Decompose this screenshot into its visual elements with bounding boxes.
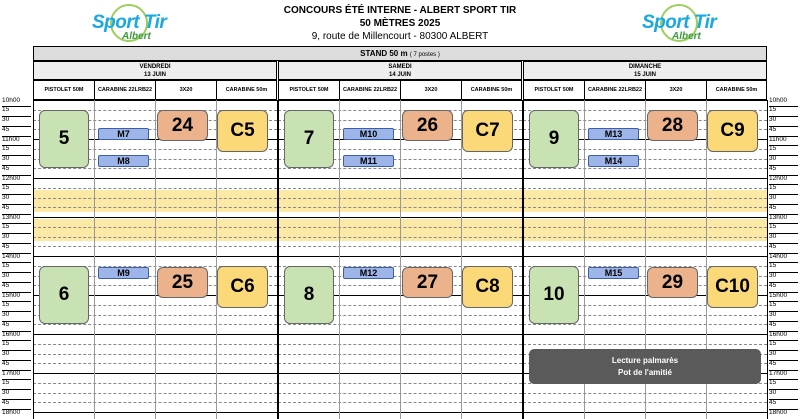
time-label: 11h00	[2, 135, 20, 143]
time-label: 15	[769, 379, 777, 387]
carabine50-card-sat-c8[interactable]: C8	[462, 266, 513, 308]
header-address: 9, route de Millencourt - 80300 ALBERT	[311, 31, 489, 42]
closing-event-card[interactable]	[529, 349, 761, 384]
stand-note: ( 7 postes )	[409, 52, 440, 58]
logo-sub: Albert	[122, 31, 151, 42]
pistolet-card-sat-2[interactable]: 8	[284, 266, 334, 324]
carabine50-card-sat-c7[interactable]: C7	[462, 110, 513, 152]
time-label: 30	[2, 272, 10, 279]
column-header-carabine22	[584, 80, 646, 100]
time-label: 15	[769, 262, 777, 270]
time-label: 14h00	[769, 252, 788, 260]
time-label: 15	[2, 145, 10, 153]
carabine50-card-fri-c5[interactable]: C5	[217, 110, 268, 152]
carabine22-card-fri-m8[interactable]: M8	[98, 155, 149, 167]
time-label: 15	[2, 262, 10, 270]
time-label: 11h00	[769, 135, 787, 143]
page-header	[0, 4, 800, 43]
time-label: 10h00	[2, 96, 21, 104]
time-label: 45	[2, 359, 10, 367]
column-header-carabine50: CARABINE 50m	[461, 80, 522, 100]
time-label: 15h00	[769, 291, 788, 299]
day-date: 15 JUIN	[633, 72, 656, 78]
time-label: 30	[2, 155, 10, 162]
time-label: 45	[2, 281, 10, 289]
column-divider	[94, 100, 95, 419]
time-label: 15	[2, 340, 10, 348]
column-header-line: CARABINE 22LR	[587, 86, 632, 93]
pistolet-card-sun-2[interactable]: 10	[529, 266, 579, 324]
column-header-carabine22	[94, 80, 156, 100]
column-header-3x20: 3X20	[645, 80, 707, 100]
carabine22-card-sun-m13[interactable]: M13	[588, 128, 639, 140]
time-label: 45	[769, 164, 777, 172]
time-label: 45	[2, 164, 10, 172]
time-label: 45	[2, 242, 10, 250]
3x20-card-sat-27[interactable]: 27	[402, 267, 453, 298]
time-label: 15	[769, 106, 777, 114]
carabine50-card-fri-c6[interactable]: C6	[217, 266, 268, 308]
time-label: 16h00	[2, 330, 21, 338]
closing-line-1: Lecture palmarès	[611, 355, 679, 365]
time-label: 30	[2, 194, 10, 201]
carabine50-card-sun-c9[interactable]: C9	[707, 110, 758, 152]
time-label: 15	[769, 145, 777, 153]
pistolet-card-fri-2[interactable]: 6	[39, 266, 89, 324]
time-label: 30	[2, 350, 10, 357]
column-header-carabine22	[339, 80, 401, 100]
time-label: 10h00	[769, 96, 788, 104]
day-date: 14 JUIN	[388, 72, 411, 78]
header-title: CONCOURS ÉTÉ INTERNE - ALBERT SPORT TIR	[283, 5, 517, 16]
carabine22-card-sat-m10[interactable]: M10	[343, 128, 394, 140]
time-label: 30	[769, 272, 777, 279]
column-divider	[155, 100, 156, 419]
time-label: 16h00	[769, 330, 788, 338]
time-label: 15	[2, 184, 10, 192]
time-label: 15h00	[2, 291, 21, 299]
time-label: 14h00	[2, 252, 21, 260]
column-header-pistolet: PISTOLET 50M	[523, 80, 585, 100]
day-name: VENDREDI	[139, 64, 171, 70]
carabine22-card-fri-m7[interactable]: M7	[98, 128, 149, 140]
time-label: 17h00	[769, 369, 788, 377]
time-label: 30	[2, 311, 10, 318]
carabine22-card-sun-m14[interactable]: M14	[588, 155, 639, 167]
column-header-line: CARABINE 22LR	[342, 86, 387, 93]
time-label: 30	[2, 389, 10, 396]
day-date: 13 JUIN	[143, 72, 166, 78]
column-divider	[767, 100, 768, 419]
carabine22-card-sat-m12[interactable]: M12	[343, 267, 394, 279]
time-label: 15	[769, 223, 777, 231]
time-label: 30	[2, 116, 10, 123]
carabine22-card-sun-m15[interactable]: M15	[588, 267, 639, 279]
column-header-line: B22	[141, 86, 153, 93]
time-label: 30	[769, 116, 777, 123]
time-label: 17h00	[2, 369, 21, 377]
logo-word: Sport Tir	[642, 12, 717, 33]
pistolet-card-sun-1[interactable]: 9	[529, 110, 579, 168]
column-header-carabine50: CARABINE 50m	[216, 80, 277, 100]
day-name: DIMANCHE	[628, 64, 662, 70]
time-label: 45	[769, 125, 777, 133]
time-label: 15	[2, 106, 10, 114]
time-label: 45	[769, 359, 777, 367]
time-label: 13h00	[769, 213, 788, 221]
column-header-3x20: 3X20	[400, 80, 462, 100]
pistolet-card-fri-1[interactable]: 5	[39, 110, 89, 168]
time-label: 45	[769, 320, 777, 328]
column-header-line: B22	[386, 86, 398, 93]
header-subtitle: 50 MÈTRES 2025	[359, 18, 441, 29]
day-header-sat	[278, 61, 522, 80]
carabine50-card-sun-c10[interactable]: C10	[707, 266, 758, 308]
carabine22-card-fri-m9[interactable]: M9	[98, 267, 149, 279]
time-label: 18h00	[769, 408, 788, 416]
time-label: 45	[769, 281, 777, 289]
column-divider	[339, 100, 340, 419]
3x20-card-sun-28[interactable]: 28	[647, 110, 698, 141]
time-label: 12h00	[2, 174, 21, 182]
time-label: 30	[769, 389, 777, 396]
time-label: 30	[769, 194, 777, 201]
day-name: SAMEDI	[388, 64, 412, 70]
day-header-sun	[523, 61, 767, 80]
closing-line-2: Pot de l'amitié	[618, 367, 672, 377]
time-label: 15	[2, 379, 10, 387]
3x20-card-fri-24[interactable]: 24	[157, 110, 208, 141]
time-label: 45	[769, 203, 777, 211]
day-header-fri	[33, 61, 277, 80]
pistolet-card-sat-1[interactable]: 7	[284, 110, 334, 168]
time-label: 18h00	[2, 408, 21, 416]
column-header-pistolet: PISTOLET 50M	[278, 80, 340, 100]
column-divider	[400, 100, 401, 419]
time-label: 45	[2, 320, 10, 328]
stand-banner	[33, 46, 767, 61]
time-label: 13h00	[2, 213, 21, 221]
time-label: 30	[769, 233, 777, 240]
time-label: 45	[2, 125, 10, 133]
time-label: 15	[769, 301, 777, 309]
time-label: 30	[2, 233, 10, 240]
time-label: 15	[769, 340, 777, 348]
logo-sub: Albert	[672, 31, 701, 42]
3x20-card-sat-26[interactable]: 26	[402, 110, 453, 141]
time-label: 30	[769, 155, 777, 162]
time-label: 45	[2, 203, 10, 211]
time-label: 12h00	[769, 174, 788, 182]
column-header-carabine50: CARABINE 50m	[706, 80, 767, 100]
time-label: 45	[2, 398, 10, 406]
column-header-line: B22	[631, 86, 643, 93]
column-header-pistolet: PISTOLET 50M	[33, 80, 95, 100]
carabine22-card-sat-m11[interactable]: M11	[343, 155, 394, 167]
time-label: 30	[769, 350, 777, 357]
time-label: 15	[769, 184, 777, 192]
column-header-line: CARABINE 22LR	[97, 86, 142, 93]
logo-word: Sport Tir	[92, 12, 167, 33]
column-divider	[278, 100, 279, 419]
time-label: 15	[2, 223, 10, 231]
3x20-card-fri-25[interactable]: 25	[157, 267, 208, 298]
column-header-3x20: 3X20	[155, 80, 217, 100]
time-label: 45	[769, 242, 777, 250]
time-label: 30	[769, 311, 777, 318]
3x20-card-sun-29[interactable]: 29	[647, 267, 698, 298]
column-divider	[523, 100, 524, 419]
stand-title: STAND 50 m	[360, 49, 408, 58]
time-label: 45	[769, 398, 777, 406]
time-label: 15	[2, 301, 10, 309]
